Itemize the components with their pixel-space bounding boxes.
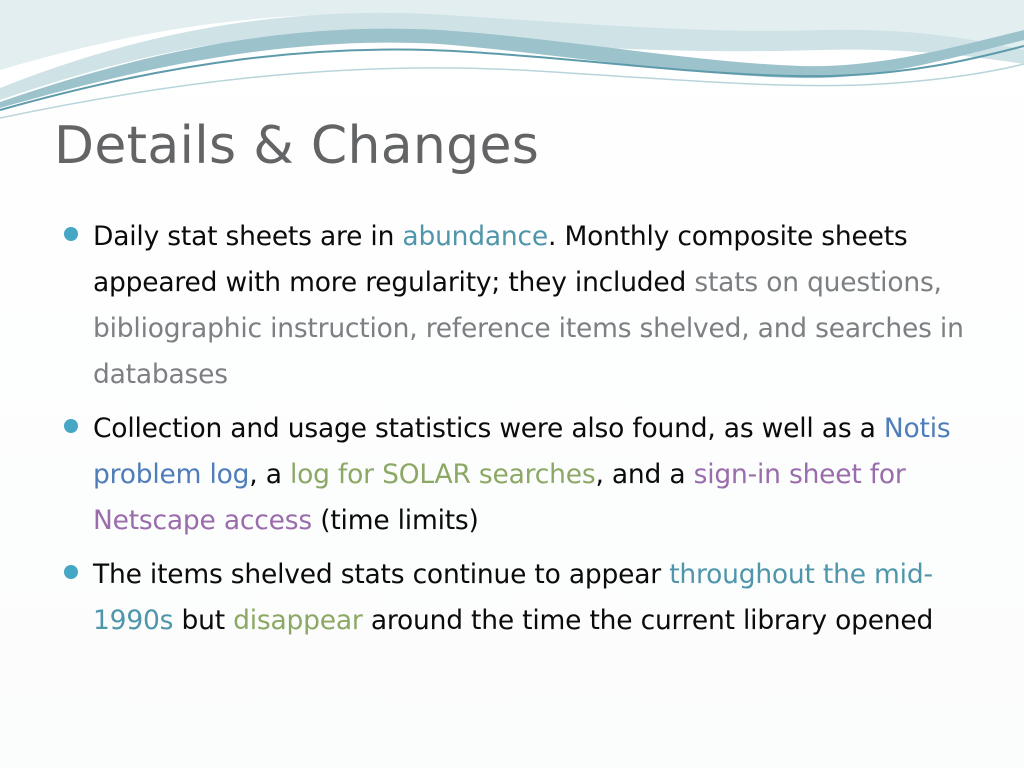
highlight-text: throughout the mid-1990s xyxy=(93,559,933,636)
highlight-text: stats on questions, bibliographic instruction, reference items shelved, and searches in databases xyxy=(93,267,964,390)
highlight-text: disappear xyxy=(233,605,363,636)
highlight-text: log for SOLAR searches xyxy=(290,459,596,490)
bullet-text: but xyxy=(173,605,234,636)
bullet-text: The items shelved stats continue to appear xyxy=(93,559,670,590)
bullet-icon xyxy=(64,565,78,579)
bullet-item xyxy=(64,406,964,544)
bullet-item xyxy=(64,214,964,398)
bullet-item xyxy=(64,552,964,644)
bullet-text: Collection and usage statistics were also found, as well as a xyxy=(93,413,884,444)
bullet-text: , and a xyxy=(595,459,694,490)
bullet-text: , a xyxy=(249,459,290,490)
highlight-text: Notis problem log xyxy=(93,413,951,490)
slide-title: Details & Changes xyxy=(54,116,540,176)
bullet-icon xyxy=(64,419,78,433)
bullet-text: around the time the current library opened xyxy=(362,605,934,636)
bullet-text: Daily stat sheets are in xyxy=(93,221,403,252)
highlight-text: sign-in sheet for Netscape access xyxy=(93,459,906,536)
highlight-text: abundance xyxy=(402,221,549,252)
bullet-text: . Monthly composite sheets appeared with more regularity; they included xyxy=(93,221,908,298)
bullet-icon xyxy=(64,227,78,241)
bullet-list xyxy=(64,214,964,652)
bullet-text: (time limits) xyxy=(311,505,479,536)
